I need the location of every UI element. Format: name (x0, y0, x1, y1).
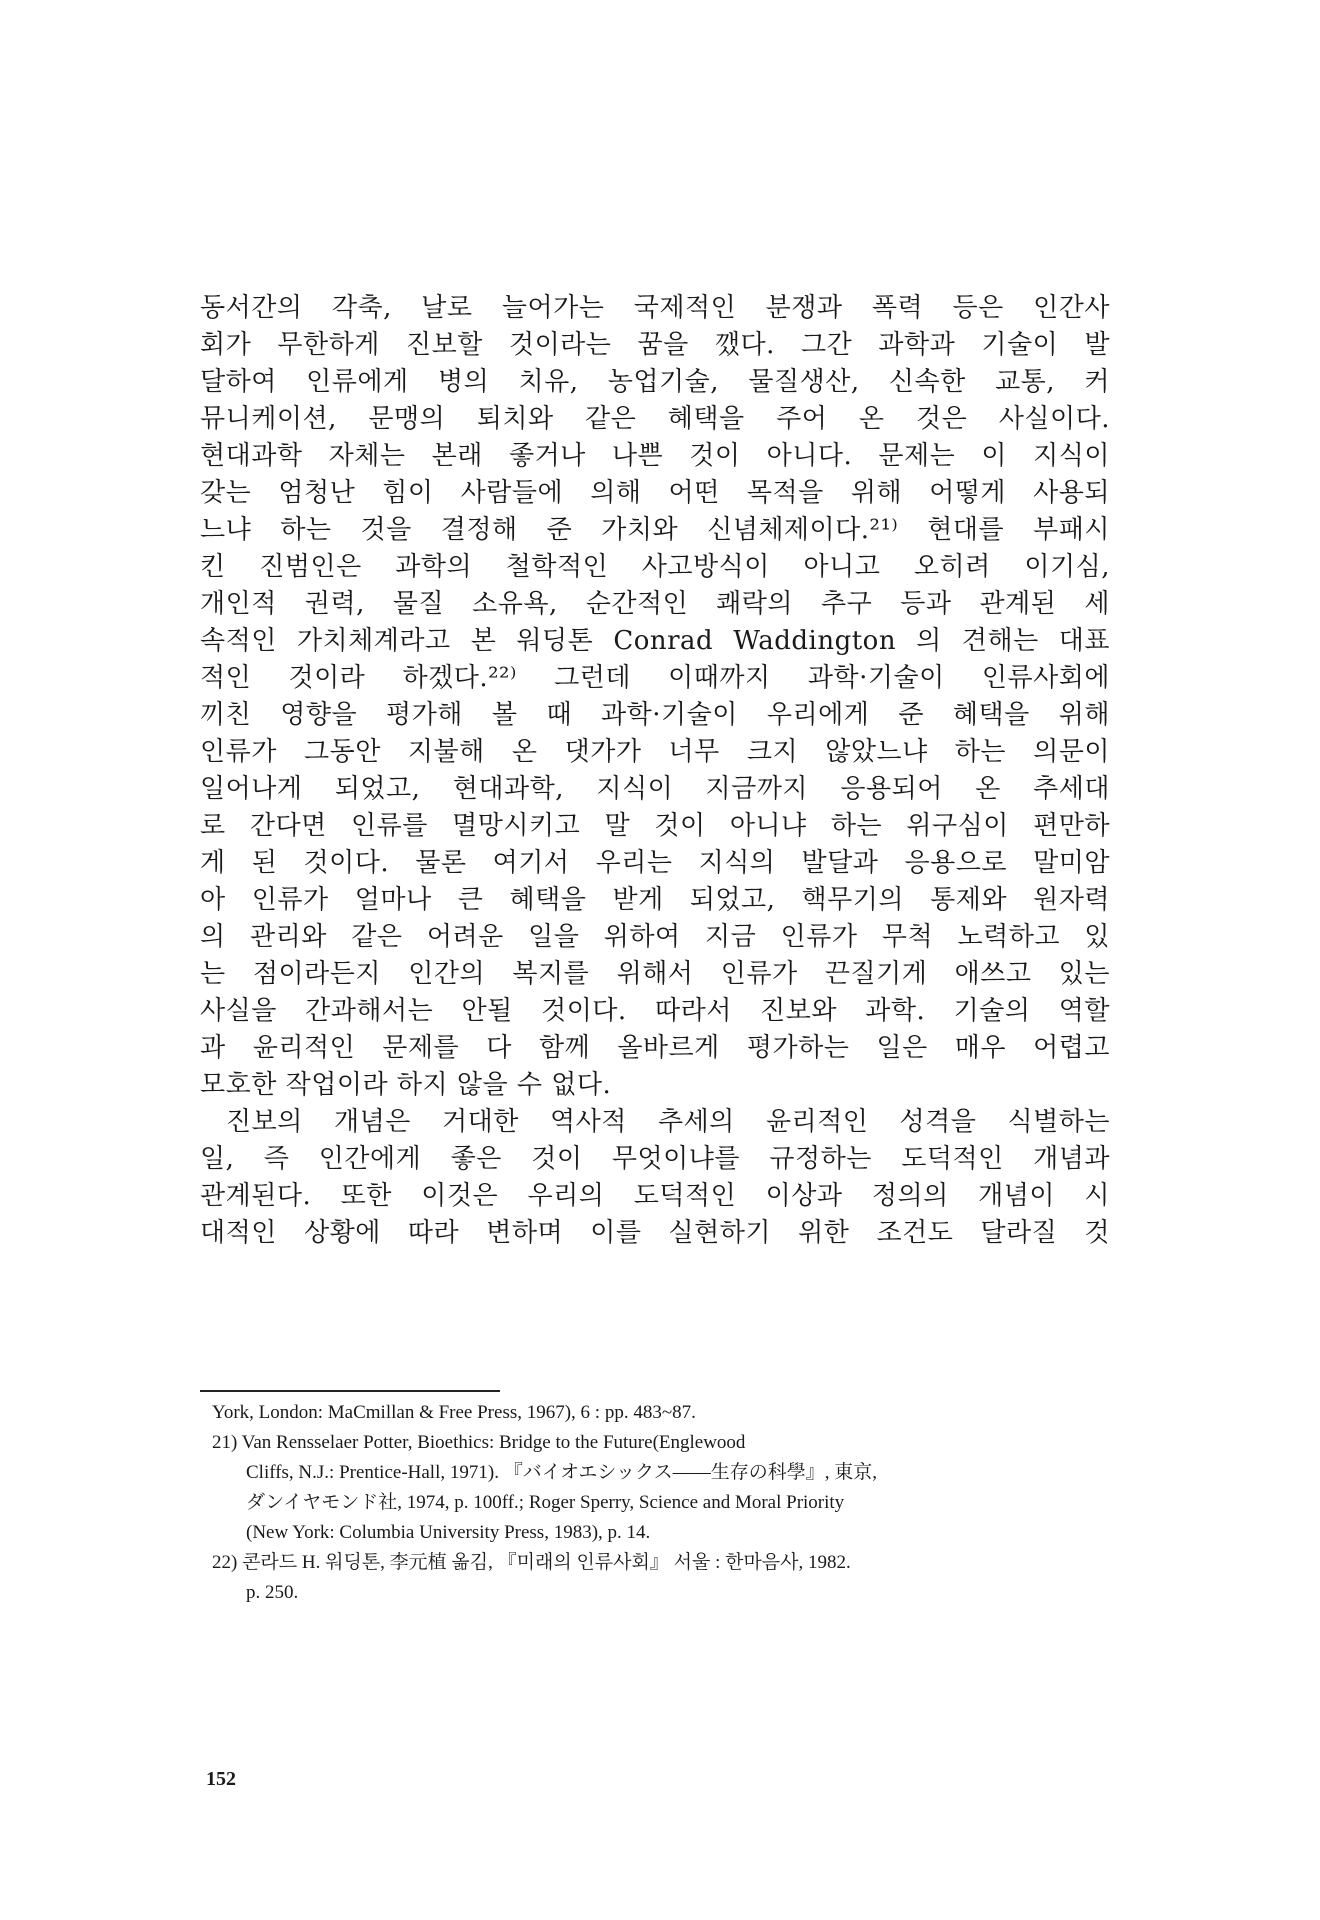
footnotes (212, 1398, 1092, 1608)
body-line: 아 인류가 얼마나 큰 혜택을 받게 되었고, 핵무기의 통제와 원자력 (200, 885, 1110, 915)
body-line: 진보의 개념은 거대한 역사적 추세의 윤리적인 성격을 식별하는 (226, 1107, 1110, 1137)
body-line: 동서간의 각축, 날로 늘어가는 국제적인 분쟁과 폭력 등은 인간사 (200, 293, 1110, 323)
body-line: 회가 무한하게 진보할 것이라는 꿈을 깼다. 그간 과학과 기술이 발 (200, 330, 1110, 360)
body-line: 킨 진범인은 과학의 철학적인 사고방식이 아니고 오히려 이기심, (200, 552, 1110, 582)
body-line: 모호한 작업이라 하지 않을 수 없다. (200, 1070, 612, 1100)
body-line: 의 관리와 같은 어려운 일을 위하여 지금 인류가 무척 노력하고 있 (200, 922, 1110, 952)
body-line: 로 간다면 인류를 멸망시키고 말 것이 아니냐 하는 위구심이 편만하 (200, 811, 1110, 841)
body-line: 대적인 상황에 따라 변하며 이를 실현하기 위한 조건도 달라질 것 (200, 1218, 1110, 1248)
body-line: 는 점이라든지 인간의 복지를 위해서 인류가 끈질기게 애쓰고 있는 (200, 959, 1110, 989)
body-line: 뮤니케이션, 문맹의 퇴치와 같은 혜택을 주어 온 것은 사실이다. (200, 404, 1110, 434)
body-line: 사실을 간과해서는 안될 것이다. 따라서 진보와 과학. 기술의 역할 (200, 996, 1110, 1026)
footnote-line: 21) Van Rensselaer Potter, Bioethics: Bridge to the Future(Englewood (212, 1432, 746, 1453)
body-line: 과 윤리적인 문제를 다 함께 올바르게 평가하는 일은 매우 어렵고 (200, 1033, 1110, 1063)
page-number: 152 (206, 1768, 236, 1790)
footnote-line: York, London: MaCmillan & Free Press, 1967), 6 : pp. 483~87. (212, 1402, 696, 1423)
body-line: 끼친 영향을 평가해 볼 때 과학·기술이 우리에게 준 혜택을 위해 (200, 700, 1110, 730)
body-line: 일, 즉 인간에게 좋은 것이 무엇이냐를 규정하는 도덕적인 개념과 (200, 1144, 1110, 1174)
footnote-line: (New York: Columbia University Press, 1983), p. 14. (246, 1522, 651, 1543)
body-line: 일어나게 되었고, 현대과학, 지식이 지금까지 응용되어 온 추세대 (200, 774, 1110, 804)
body-line: 느냐 하는 것을 결정해 준 가치와 신념체제이다.²¹⁾ 현대를 부패시 (200, 515, 1110, 545)
body-line: 개인적 권력, 물질 소유욕, 순간적인 쾌락의 추구 등과 관계된 세 (200, 589, 1110, 619)
body-line: 게 된 것이다. 물론 여기서 우리는 지식의 발달과 응용으로 말미암 (200, 848, 1110, 878)
body-line: 인류가 그동안 지불해 온 댓가가 너무 크지 않았느냐 하는 의문이 (200, 737, 1110, 767)
body-text (200, 290, 1110, 1252)
body-line: 달하여 인류에게 병의 치유, 농업기술, 물질생산, 신속한 교통, 커 (200, 367, 1110, 397)
body-line: 갖는 엄청난 힘이 사람들에 의해 어떤 목적을 위해 어떻게 사용되 (200, 478, 1110, 508)
footnote-line: ダンイヤモンド社, 1974, p. 100ff.; Roger Sperry, Science and Moral Priority (246, 1492, 845, 1513)
footnote-line: 22) 콘라드 H. 워딩톤, 李元植 옮김, 『미래의 인류사회』 서울 : 한마음사, 1982. (212, 1552, 851, 1573)
footnote-line: Cliffs, N.J.: Prentice-Hall, 1971). 『バイオエシックス——生存の科學』, 東京, (246, 1462, 878, 1483)
footnote-divider (200, 1390, 500, 1392)
body-line: 현대과학 자체는 본래 좋거나 나쁜 것이 아니다. 문제는 이 지식이 (200, 441, 1110, 471)
body-line: 속적인 가치체계라고 본 워딩톤 Conrad Waddington 의 견해는 대표 (200, 626, 1110, 656)
body-line: 관계된다. 또한 이것은 우리의 도덕적인 이상과 정의의 개념이 시 (200, 1181, 1110, 1211)
footnote-line: p. 250. (246, 1582, 299, 1603)
body-line: 적인 것이라 하겠다.²²⁾ 그런데 이때까지 과학·기술이 인류사회에 (200, 663, 1110, 693)
